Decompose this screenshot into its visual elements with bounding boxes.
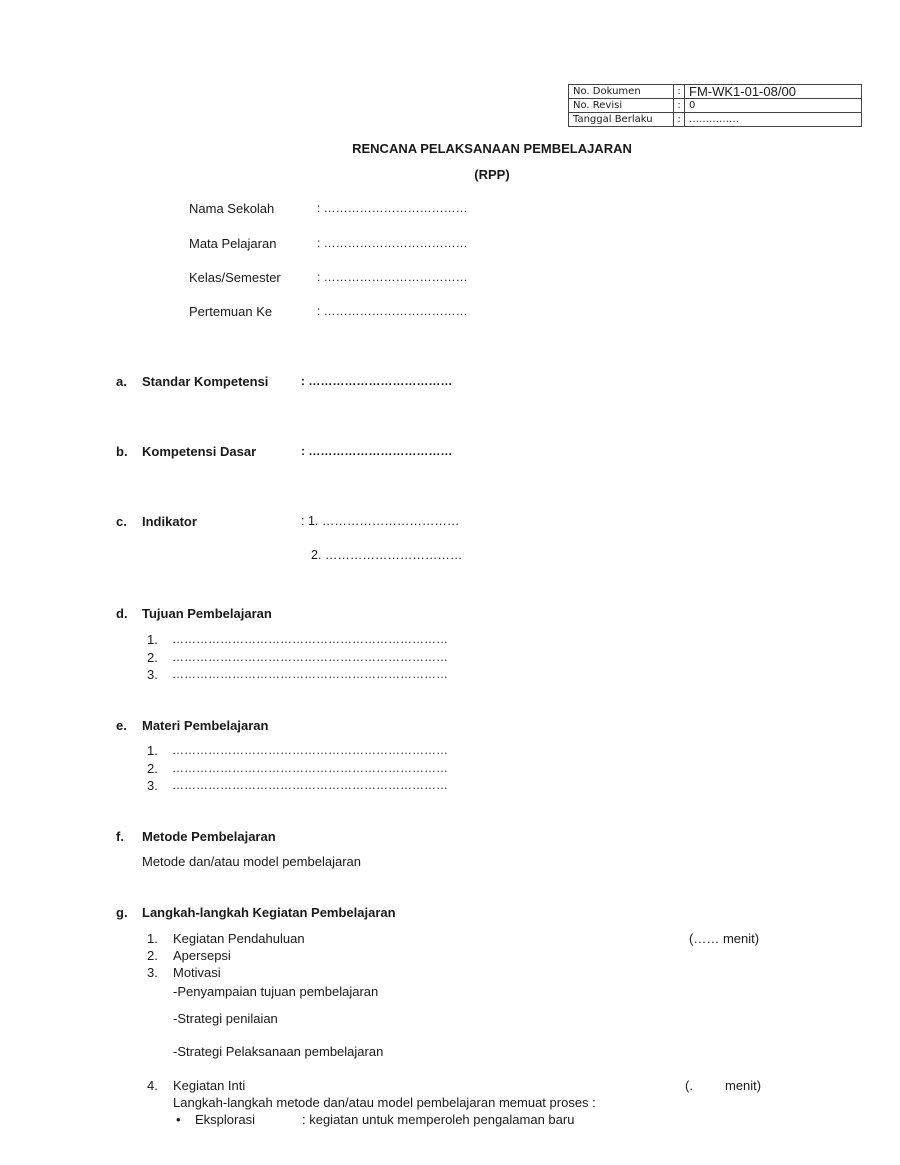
revision-value: 0 [685, 99, 862, 113]
motivasi-subitem: -Strategi Pelaksanaan pembelajaran [173, 1044, 384, 1059]
section-title: Standar Kompetensi [142, 374, 269, 389]
bullet-description: : kegiatan untuk memperoleh pengalaman baru [302, 1112, 575, 1127]
list-number: 2. [147, 761, 158, 776]
list-number: 3. [147, 965, 158, 980]
motivasi-subitem: -Penyampaian tujuan pembelajaran [173, 984, 379, 999]
duration-inti-unit: menit) [725, 1078, 762, 1093]
section-title: Indikator [142, 514, 197, 529]
list-number: 3. [147, 778, 158, 793]
list-number: 1. [147, 632, 158, 647]
list-number: 1. [147, 931, 158, 946]
doc-info-row [569, 85, 862, 99]
doc-info-row [569, 99, 862, 113]
section-title: Metode Pembelajaran [142, 829, 276, 844]
doc-info-row [569, 113, 862, 127]
section-letter: e. [116, 718, 127, 733]
doc-info-sep: : [674, 99, 685, 113]
standar-kompetensi-field[interactable]: : ……………………………… [301, 374, 453, 388]
section-letter: g. [116, 905, 128, 920]
duration-pendahuluan[interactable]: (…… menit) [689, 931, 760, 946]
class-semester-label: Kelas/Semester [189, 270, 281, 285]
list-number: 3. [147, 667, 158, 682]
bullet-icon: • [176, 1112, 181, 1127]
section-letter: d. [116, 606, 128, 621]
list-number: 2. [147, 948, 158, 963]
duration-inti-open[interactable]: (. [685, 1078, 693, 1093]
list-number: 2. [147, 650, 158, 665]
meeting-field[interactable]: : ……………………………… [317, 304, 468, 318]
section-letter: f. [116, 829, 124, 844]
materi-item[interactable]: …………………………………………………………… [172, 743, 448, 757]
school-name-label: Nama Sekolah [189, 201, 275, 216]
subject-label: Mata Pelajaran [189, 236, 277, 251]
materi-item[interactable]: …………………………………………………………… [172, 778, 448, 792]
doc-info-key: No. Dokumen [569, 85, 674, 99]
step-apersepsi: Apersepsi [173, 948, 231, 963]
tujuan-item[interactable]: …………………………………………………………… [172, 632, 448, 646]
kompetensi-dasar-field[interactable]: : ……………………………… [301, 444, 453, 458]
document-title: RENCANA PELAKSANAAN PEMBELAJARAN [352, 141, 632, 156]
subject-field[interactable]: : ……………………………… [317, 236, 468, 250]
materi-item[interactable]: …………………………………………………………… [172, 761, 448, 775]
kegiatan-inti-description: Langkah-langkah metode dan/atau model pembelajaran memuat proses : [173, 1095, 596, 1110]
effective-date-value: …………… [685, 113, 862, 127]
section-letter: c. [116, 514, 127, 529]
step-motivasi: Motivasi [173, 965, 221, 980]
indikator-item[interactable]: 2. …………………………… [311, 548, 463, 562]
list-number: 1. [147, 743, 158, 758]
section-title: Materi Pembelajaran [142, 718, 269, 733]
list-number: 4. [147, 1078, 158, 1093]
doc-info-key: No. Revisi [569, 99, 674, 113]
document-subtitle: (RPP) [474, 167, 510, 182]
indikator-item[interactable]: : 1. …………………………… [301, 514, 460, 528]
meeting-label: Pertemuan Ke [189, 304, 273, 319]
doc-info-sep: : [674, 85, 685, 99]
step-kegiatan-inti: Kegiatan Inti [173, 1078, 246, 1093]
section-letter: a. [116, 374, 127, 389]
step-pendahuluan: Kegiatan Pendahuluan [173, 931, 305, 946]
section-title: Kompetensi Dasar [142, 444, 257, 459]
doc-info-sep: : [674, 113, 685, 127]
bullet-term: Eksplorasi [195, 1112, 255, 1127]
tujuan-item[interactable]: …………………………………………………………… [172, 650, 448, 664]
section-letter: b. [116, 444, 128, 459]
section-title: Langkah-langkah Kegiatan Pembelajaran [142, 905, 396, 920]
section-title: Tujuan Pembelajaran [142, 606, 272, 621]
doc-number-value: FM-WK1-01-08/00 [685, 85, 862, 99]
class-semester-field[interactable]: : ……………………………… [317, 270, 468, 284]
school-name-field[interactable]: : ……………………………… [317, 201, 468, 215]
metode-description: Metode dan/atau model pembelajaran [142, 854, 361, 869]
tujuan-item[interactable]: …………………………………………………………… [172, 667, 448, 681]
doc-info-key: Tanggal Berlaku [569, 113, 674, 127]
motivasi-subitem: -Strategi penilaian [173, 1011, 278, 1026]
document-info-table [568, 84, 862, 127]
